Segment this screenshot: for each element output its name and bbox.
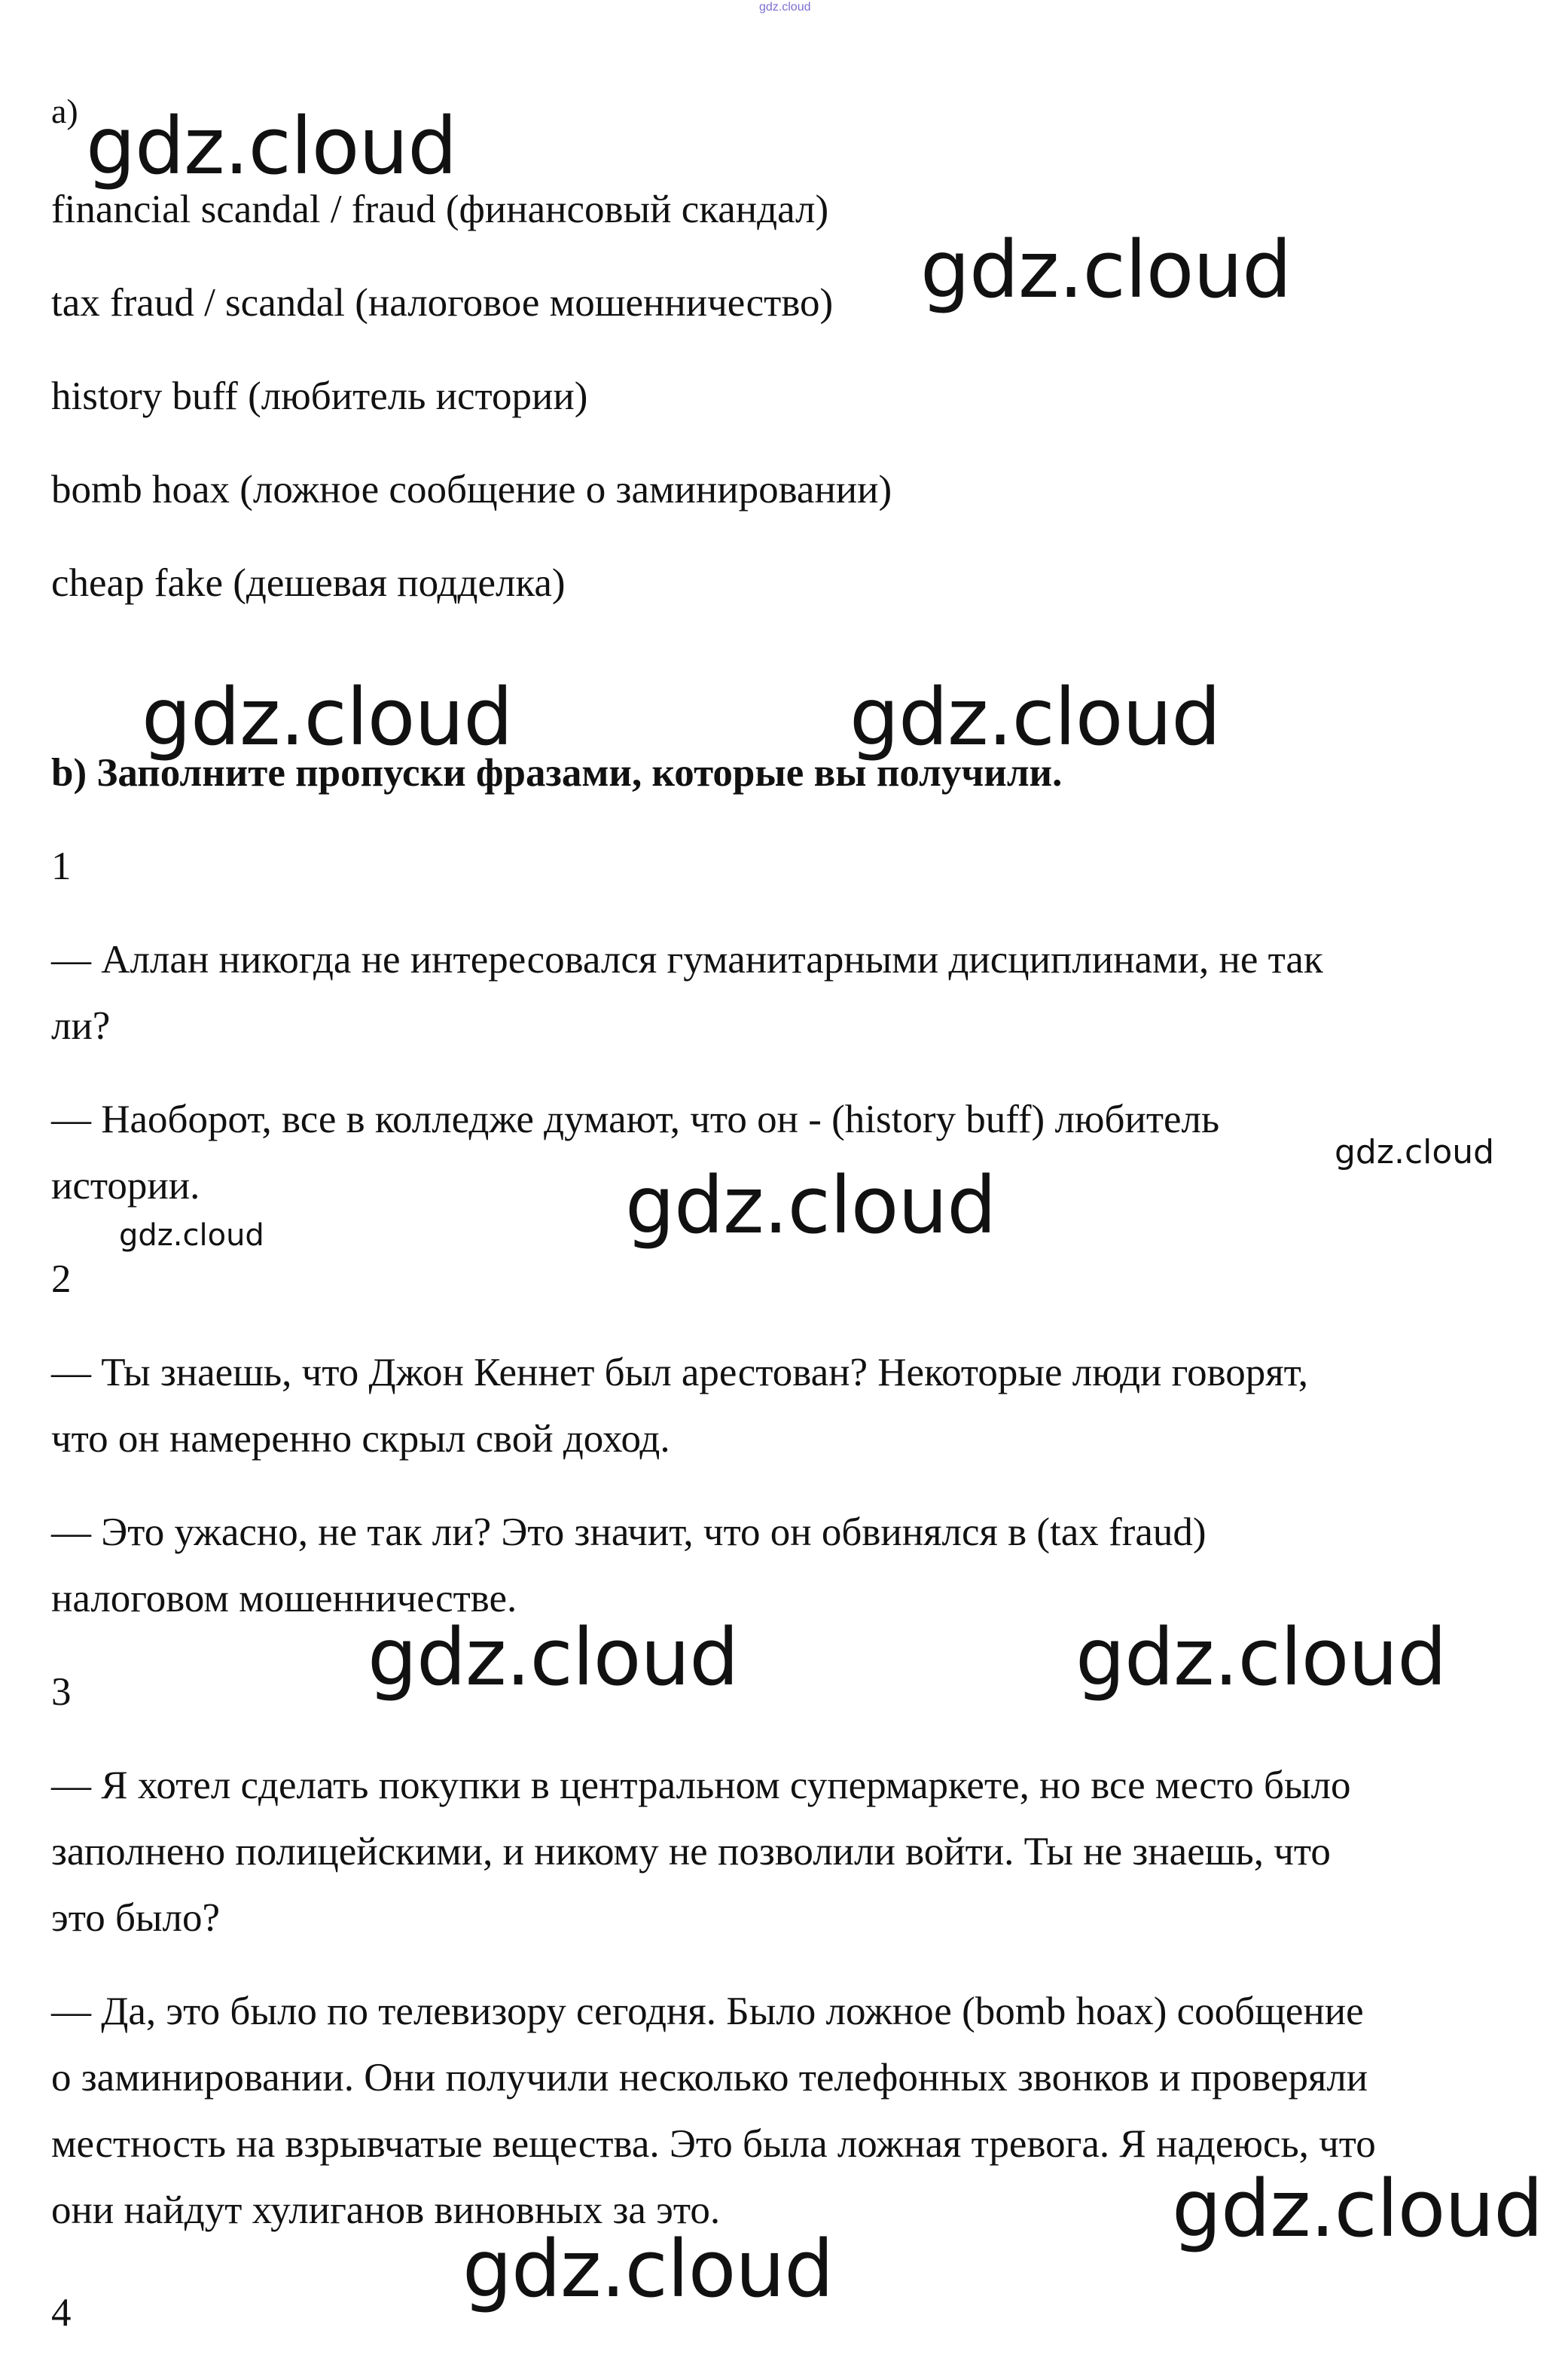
watermark: gdz.cloud [119, 1218, 264, 1253]
header-watermark: gdz.cloud [759, 1, 811, 14]
phrase-item: tax fraud / scandal (налоговое мошенничество) [51, 281, 834, 325]
watermark: gdz.cloud [625, 1159, 996, 1251]
phrase-item: cheap fake (дешевая подделка) [51, 561, 566, 605]
watermark: gdz.cloud [86, 100, 457, 192]
dialogue-line: истории. [51, 1164, 200, 1208]
dialogue-line: — Аллан никогда не интересовался гуманитарными дисциплинами, не так [51, 938, 1323, 982]
dialogue-line: — Ты знаешь, что Джон Кеннет был арестован? Некоторые люди говорят, [51, 1351, 1309, 1394]
dialogue-line: ли? [51, 1004, 111, 1048]
phrase-item: bomb hoax (ложное сообщение о заминировании) [51, 468, 892, 512]
watermark: gdz.cloud [1172, 2163, 1543, 2255]
watermark: gdz.cloud [462, 2223, 834, 2315]
watermark: gdz.cloud [1335, 1133, 1495, 1171]
item-number: 1 [51, 844, 72, 888]
dialogue-line: они найдут хулиганов виновных за это. [51, 2188, 721, 2232]
dialogue-line: — Это ужасно, не так ли? Это значит, что он обвинялся в (tax fraud) [51, 1510, 1207, 1554]
dialogue-line: налоговом мошенничестве. [51, 1577, 517, 1620]
item-number: 2 [51, 1257, 72, 1301]
dialogue-line: это было? [51, 1896, 221, 1940]
dialogue-line: о заминировании. Они получили несколько телефонных звонков и проверяли [51, 2056, 1368, 2100]
watermark: gdz.cloud [142, 671, 513, 763]
watermark: gdz.cloud [1075, 1611, 1447, 1703]
watermark: gdz.cloud [368, 1611, 739, 1703]
dialogue-line: что он намеренно скрыл свой доход. [51, 1417, 670, 1461]
section-b-heading: b) Заполните пропуски фразами, которые вы получили. [51, 751, 1063, 795]
phrase-item: financial scandal / fraud (финансовый скандал) [51, 188, 829, 231]
item-number: 4 [51, 2291, 72, 2335]
dialogue-line: — Да, это было по телевизору сегодня. Было ложное (bomb hoax) сообщение [51, 1990, 1364, 2033]
watermark: gdz.cloud [850, 671, 1221, 763]
watermark: gdz.cloud [920, 224, 1292, 316]
phrase-item: history buff (любитель истории) [51, 374, 588, 418]
item-number: 3 [51, 1670, 72, 1714]
section-a-label: a) [51, 92, 78, 130]
dialogue-line: — Наоборот, все в колледже думают, что он - (history buff) любитель [51, 1098, 1220, 1141]
dialogue-line: заполнено полицейскими, и никому не позволили войти. Ты не знаешь, что [51, 1830, 1331, 1874]
dialogue-line: местность на взрывчатые вещества. Это была ложная тревога. Я надеюсь, что [51, 2122, 1376, 2166]
dialogue-line: — Я хотел сделать покупки в центральном супермаркете, но все место было [51, 1764, 1351, 1807]
